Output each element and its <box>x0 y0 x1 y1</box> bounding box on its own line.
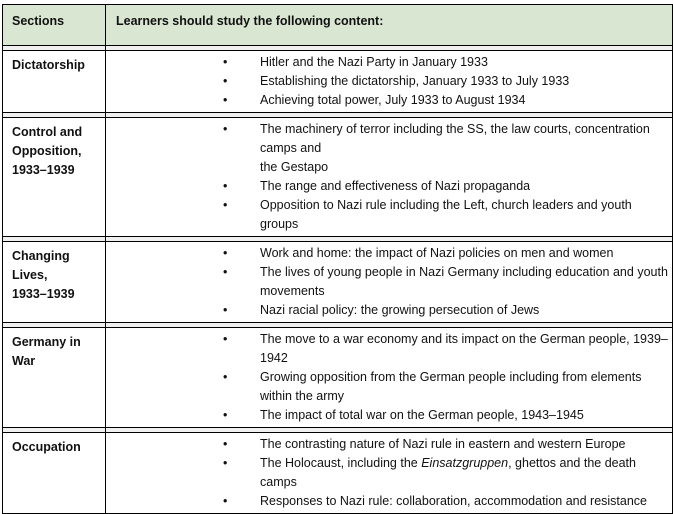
list-item-text: The Holocaust, including the Einsatzgruppen, ghettos and the death camps <box>260 456 636 489</box>
header-content: Learners should study the following content: <box>106 5 673 46</box>
header-sections: Sections <box>3 5 106 46</box>
bullet-icon: • <box>223 370 228 384</box>
bullet-icon: • <box>223 246 228 260</box>
section-name-line: War <box>12 354 36 368</box>
bullet-icon: • <box>223 332 228 346</box>
section-name-line: 1933–1939 <box>12 163 75 177</box>
bullet-icon: • <box>223 122 228 136</box>
table-row <box>3 242 673 323</box>
list-item-text: The move to a war economy and its impact on the German people, 1939–1942 <box>260 332 668 365</box>
bullet-icon: • <box>223 55 228 69</box>
table-row <box>3 118 673 237</box>
list-item <box>106 368 672 406</box>
table-row <box>3 433 673 514</box>
section-name-line: Lives, <box>12 268 48 282</box>
bullet-icon: • <box>223 74 228 88</box>
content-list <box>106 118 673 237</box>
list-item-text: The impact of total war on the German people, 1943–1945 <box>260 408 584 422</box>
table-row <box>3 328 673 428</box>
list-item-text: The lives of young people in Nazi Germany including education and youth <box>260 265 668 279</box>
section-name-line: 1933–1939 <box>12 287 75 301</box>
list-item-text: Opposition to Nazi rule including the Left, church leaders and youth groups <box>260 198 632 231</box>
list-item-text: The range and effectiveness of Nazi propaganda <box>260 179 531 193</box>
section-name-line: Changing <box>12 249 70 263</box>
bullet-icon: • <box>223 437 228 451</box>
section-name-line: Control and <box>12 125 83 139</box>
bullet-icon: • <box>223 456 228 470</box>
content-table <box>2 4 673 514</box>
bullet-icon: • <box>223 265 228 279</box>
list-item <box>106 91 672 110</box>
list-item-text: Achieving total power, July 1933 to August 1934 <box>260 93 526 107</box>
content-list <box>106 328 673 428</box>
bullet-icon: • <box>223 179 228 193</box>
content-list <box>106 242 673 323</box>
list-item-text: Nazi racial policy: the growing persecution of Jews <box>260 303 540 317</box>
list-item-text: Establishing the dictatorship, January 1933 to July 1933 <box>260 74 570 88</box>
content-list <box>106 433 673 514</box>
bullet-icon: • <box>223 198 228 212</box>
list-item <box>106 72 672 91</box>
list-item <box>106 406 672 425</box>
section-name-line: Opposition, <box>12 144 82 158</box>
list-item <box>106 492 672 511</box>
section-name-line: Occupation <box>12 440 81 454</box>
content-list <box>106 51 673 113</box>
list-item-text: Hitler and the Nazi Party in January 1933 <box>260 55 488 69</box>
list-item <box>106 263 672 301</box>
list-item-text: movements <box>260 284 325 298</box>
list-item-text: the Gestapo <box>260 160 329 174</box>
section-name <box>3 118 106 237</box>
section-name-line: Germany in <box>12 335 81 349</box>
list-item <box>106 244 672 263</box>
bullet-icon: • <box>223 494 228 508</box>
section-name <box>3 433 106 514</box>
list-item <box>106 330 672 368</box>
list-item-text: The machinery of terror including the SS, the law courts, concentration camps and <box>260 122 650 155</box>
list-item <box>106 301 672 320</box>
section-name-line: Dictatorship <box>12 58 85 72</box>
bullet-icon: • <box>223 93 228 107</box>
list-item-text: Responses to Nazi rule: collaboration, accommodation and resistance <box>260 494 648 508</box>
list-item <box>106 120 672 177</box>
bullet-icon: • <box>223 408 228 422</box>
list-item-text: Work and home: the impact of Nazi policies on men and women <box>260 246 614 260</box>
list-item <box>106 435 672 454</box>
section-name <box>3 242 106 323</box>
list-item-text: Growing opposition from the German people including from elements within the army <box>260 370 642 403</box>
list-item <box>106 454 672 492</box>
section-name <box>3 51 106 113</box>
italic-term: Einsatzgruppen <box>421 456 509 470</box>
list-item <box>106 53 672 72</box>
bullet-icon: • <box>223 303 228 317</box>
list-item <box>106 196 672 234</box>
table-header-row <box>3 5 673 46</box>
table-row <box>3 51 673 113</box>
section-name <box>3 328 106 428</box>
list-item-text: The contrasting nature of Nazi rule in eastern and western Europe <box>260 437 626 451</box>
list-item <box>106 177 672 196</box>
